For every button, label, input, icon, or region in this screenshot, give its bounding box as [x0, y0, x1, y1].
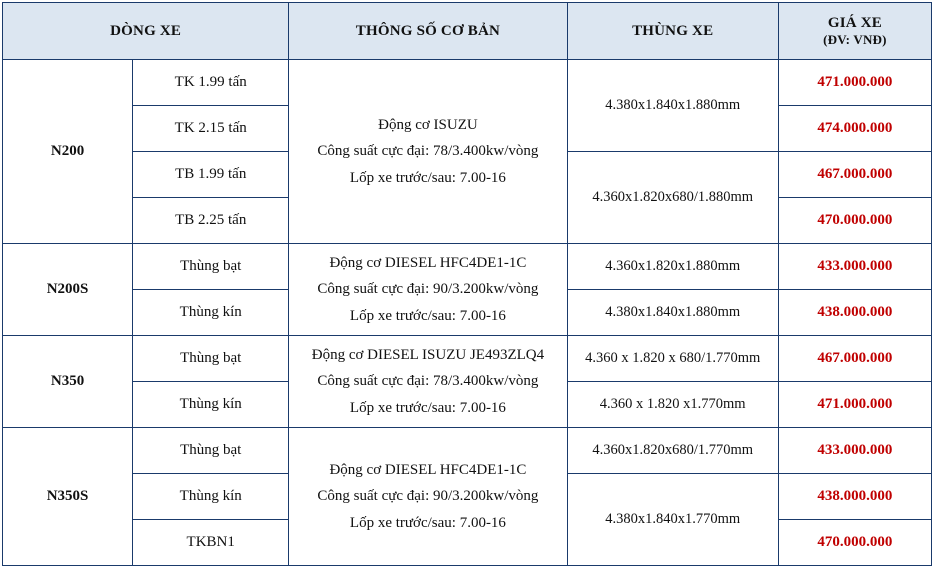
header-box — [567, 3, 778, 60]
box-cell: 4.360x1.820x680/1.770mm — [567, 428, 778, 474]
price-cell: 470.000.000 — [778, 520, 931, 566]
price-cell: 467.000.000 — [778, 152, 931, 198]
variant-cell: TK 2.15 tấn — [133, 106, 289, 152]
spec-line: Công suất cực đại: 78/3.400kw/vòng — [317, 373, 539, 390]
spec-line: Động cơ DIESEL ISUZU JE493ZLQ4 — [311, 347, 545, 364]
price-cell: 471.000.000 — [778, 60, 931, 106]
header-spec-label: THÔNG SỐ CƠ BẢN — [355, 22, 501, 39]
price-cell: 474.000.000 — [778, 106, 931, 152]
header-spec — [289, 3, 567, 60]
spec-line: Công suất cực đại: 90/3.200kw/vòng — [317, 488, 539, 505]
variant-cell: TB 1.99 tấn — [133, 152, 289, 198]
price-cell: 471.000.000 — [778, 382, 931, 428]
header-model — [3, 3, 289, 60]
variant-cell: Thùng kín — [133, 382, 289, 428]
price-cell: 438.000.000 — [778, 474, 931, 520]
box-cell: 4.380x1.840x1.880mm — [567, 290, 778, 336]
price-cell: 467.000.000 — [778, 336, 931, 382]
price-cell: 433.000.000 — [778, 244, 931, 290]
spec-line: Công suất cực đại: 90/3.200kw/vòng — [317, 281, 539, 298]
box-cell: 4.360x1.820x680/1.880mm — [567, 152, 778, 244]
spec-line: Động cơ DIESEL HFC4DE1-1C — [329, 255, 527, 272]
spec-line: Lốp xe trước/sau: 7.00-16 — [349, 514, 506, 531]
model-cell: N350 — [3, 336, 133, 428]
model-cell: N200S — [3, 244, 133, 336]
spec-cell — [289, 60, 567, 244]
price-cell: 433.000.000 — [778, 428, 931, 474]
box-cell: 4.380x1.840x1.770mm — [567, 474, 778, 566]
spec-line: Lốp xe trước/sau: 7.00-16 — [349, 169, 506, 186]
variant-cell: TB 2.25 tấn — [133, 198, 289, 244]
model-cell: N200 — [3, 60, 133, 244]
box-cell: 4.360 x 1.820 x 680/1.770mm — [567, 336, 778, 382]
spec-cell — [289, 244, 567, 336]
box-cell: 4.380x1.840x1.880mm — [567, 60, 778, 152]
vehicle-price-table — [2, 2, 932, 566]
price-cell: 470.000.000 — [778, 198, 931, 244]
variant-cell: Thùng bạt — [133, 336, 289, 382]
table-row — [3, 60, 932, 106]
table-header — [3, 3, 932, 60]
table-row — [3, 244, 932, 290]
box-cell: 4.360x1.820x1.880mm — [567, 244, 778, 290]
spec-line: Lốp xe trước/sau: 7.00-16 — [349, 399, 506, 416]
variant-cell: Thùng bạt — [133, 428, 289, 474]
box-cell: 4.360 x 1.820 x1.770mm — [567, 382, 778, 428]
spec-cell — [289, 428, 567, 566]
header-box-label: THÙNG XE — [632, 22, 714, 39]
table-row — [3, 428, 932, 474]
table-body — [3, 60, 932, 566]
header-price-label: GIÁ XE — [827, 14, 882, 31]
spec-cell — [289, 336, 567, 428]
spec-line: Động cơ DIESEL HFC4DE1-1C — [329, 462, 527, 479]
spec-line: Lốp xe trước/sau: 7.00-16 — [349, 307, 506, 324]
variant-cell: TK 1.99 tấn — [133, 60, 289, 106]
spec-line: Công suất cực đại: 78/3.400kw/vòng — [317, 143, 539, 160]
variant-cell: Thùng kín — [133, 474, 289, 520]
variant-cell: Thùng bạt — [133, 244, 289, 290]
spec-line: Động cơ ISUZU — [378, 117, 478, 134]
header-price — [778, 3, 931, 60]
table-row — [3, 336, 932, 382]
variant-cell: Thùng kín — [133, 290, 289, 336]
variant-cell: TKBN1 — [133, 520, 289, 566]
model-cell: N350S — [3, 428, 133, 566]
price-cell: 438.000.000 — [778, 290, 931, 336]
header-model-label: DÒNG XE — [110, 22, 182, 39]
header-row — [3, 3, 932, 60]
header-price-unit: (ĐV: VNĐ) — [823, 31, 887, 47]
